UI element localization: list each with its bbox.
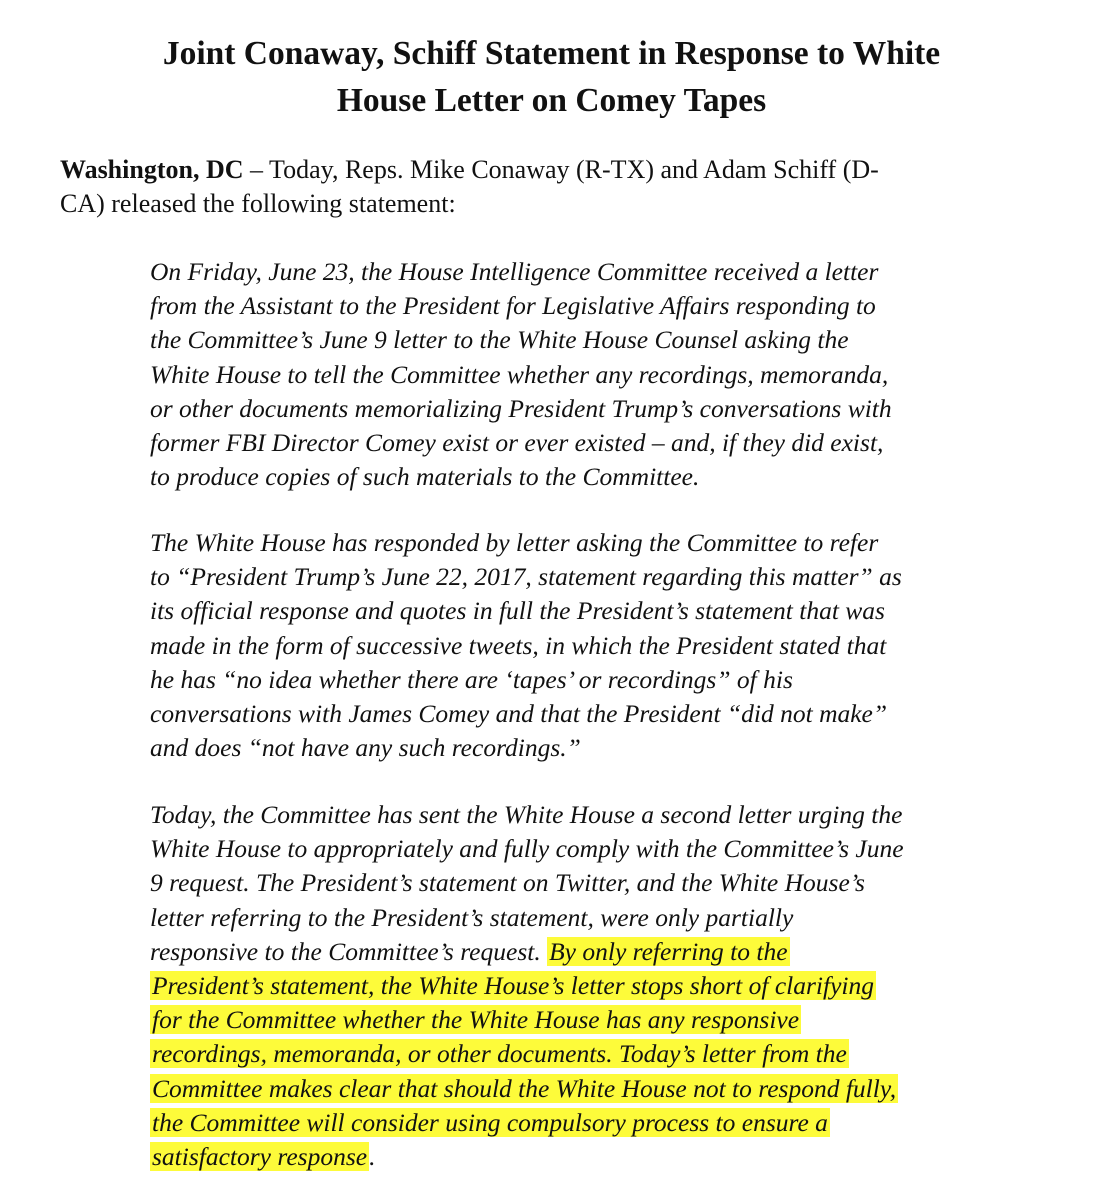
paragraph-line: its official response and quotes in full the President’s statement that was: [150, 596, 885, 626]
paragraph-line-text: responsive to the Committee’s request.: [150, 936, 548, 966]
paragraph-line: conversations with James Comey and that the President “did not make”: [150, 699, 888, 729]
highlighted-text: By only referring to the: [549, 936, 788, 966]
paragraph-line: or other documents memorializing President Trump’s conversations with: [150, 393, 892, 423]
paragraph-line: and does “not have any such recordings.”: [150, 733, 581, 763]
highlighted-text: recordings, memoranda, or other documents. Today’s letter from the: [152, 1039, 847, 1069]
highlighted-text: President’s statement, the White House’s letter stops short of clarifying: [152, 971, 874, 1001]
paragraph-line: [150, 969, 1080, 1003]
paragraph-line: to “President Trump’s June 22, 2017, statement regarding this matter” as: [150, 562, 902, 592]
statement-paragraph-2: [150, 526, 1080, 765]
intro-paragraph: [60, 153, 1060, 220]
highlighted-text: Committee makes clear that should the White House not to respond fully,: [152, 1073, 897, 1103]
paragraph-line: he has “no idea whether there are ‘tapes’ or recordings” of his: [150, 664, 793, 694]
paragraph-line: from the Assistant to the President for Legislative Affairs responding to: [150, 291, 876, 321]
paragraph-line: 9 request. The President’s statement on Twitter, and the White House’s: [150, 868, 865, 898]
paragraph-line: White House to appropriately and fully comply with the Committee’s June: [150, 834, 904, 864]
highlighted-text: satisfactory response: [152, 1142, 368, 1172]
paragraph-line: former FBI Director Comey exist or ever existed – and, if they did exist,: [150, 428, 884, 458]
paragraph-line: [150, 1037, 1080, 1071]
paragraph-line: [150, 1140, 1080, 1174]
paragraph-line: made in the form of successive tweets, in which the President stated that: [150, 630, 887, 660]
paragraph-line: Today, the Committee has sent the White House a second letter urging the: [150, 800, 903, 829]
title-line-2: House Letter on Comey Tapes: [336, 82, 767, 119]
document-title: [40, 30, 1063, 124]
highlighted-text: for the Committee whether the White House has any responsive: [152, 1005, 800, 1035]
intro-line-1-text: – Today, Reps. Mike Conaway (R-TX) and Adam Schiff (D-: [243, 155, 879, 184]
paragraph-line: White House to tell the Committee whether any recordings, memoranda,: [150, 359, 889, 389]
title-line-1: Joint Conaway, Schiff Statement in Response to White: [162, 35, 941, 72]
paragraph-line: to produce copies of such materials to the Committee.: [150, 462, 700, 492]
statement-paragraph-3: [150, 798, 1080, 1174]
intro-line-2: CA) released the following statement:: [60, 188, 456, 218]
dateline: Washington, DC: [60, 155, 244, 184]
intro-line-1: [60, 153, 1060, 187]
highlighted-text: the Committee will consider using compulsory process to ensure a: [152, 1107, 828, 1137]
statement-paragraph-1: [150, 255, 1080, 494]
paragraph-end-period: .: [369, 1142, 376, 1172]
paragraph-line: the Committee’s June 9 letter to the White House Counsel asking the: [150, 325, 849, 355]
paragraph-line: [150, 1003, 1080, 1037]
paragraph-line: [150, 1106, 1080, 1140]
paragraph-line: On Friday, June 23, the House Intelligence Committee received a letter: [150, 257, 879, 286]
paragraph-line: [150, 1072, 1080, 1106]
paragraph-line: [150, 935, 1080, 969]
paragraph-line: The White House has responded by letter asking the Committee to refer: [150, 528, 879, 557]
paragraph-line: letter referring to the President’s statement, were only partially: [150, 902, 794, 932]
